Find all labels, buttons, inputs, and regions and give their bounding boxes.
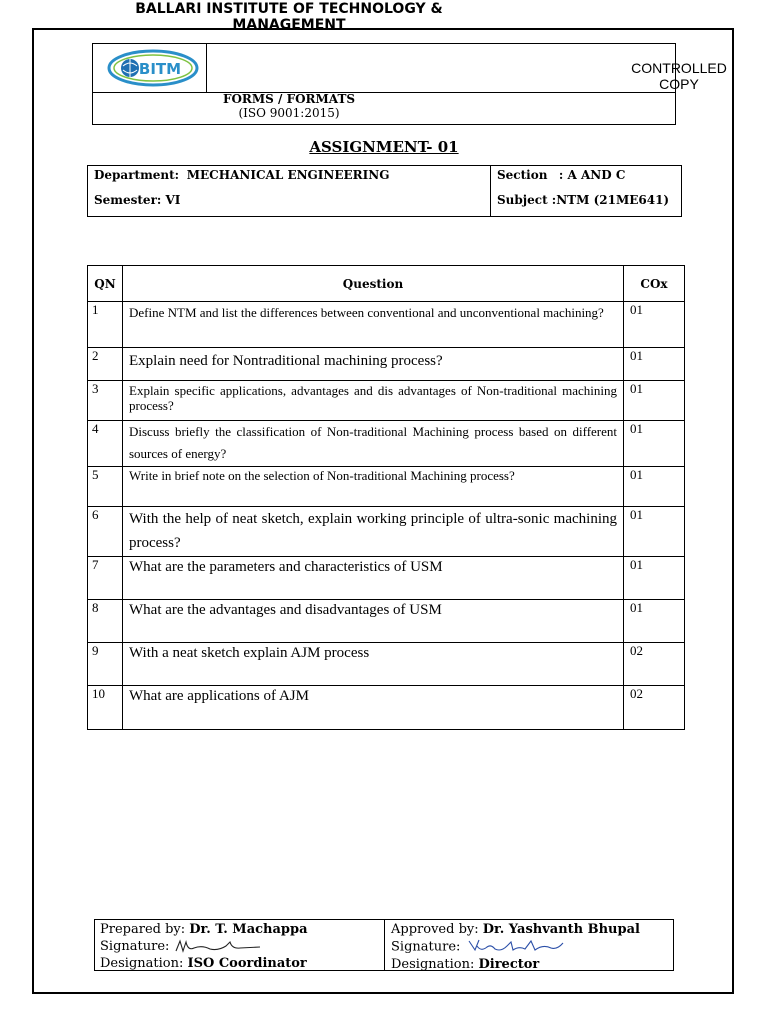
col-header-cox: COx bbox=[624, 266, 685, 302]
prepared-designation: ISO Coordinator bbox=[187, 956, 307, 971]
department-cell bbox=[88, 166, 491, 192]
meta-table bbox=[87, 165, 682, 217]
subject-cell bbox=[491, 191, 682, 217]
question-number: 10 bbox=[88, 686, 123, 730]
table-row bbox=[88, 600, 685, 643]
table-row bbox=[88, 381, 685, 421]
forms-block bbox=[114, 92, 464, 120]
section-label: Section bbox=[497, 168, 548, 182]
question-text: What are applications of AJM bbox=[123, 686, 624, 730]
bitm-logo bbox=[93, 44, 207, 92]
question-text: Discuss briefly the classification of Non-traditional Machining process based on different sources of energy? bbox=[123, 421, 624, 467]
question-text: With a neat sketch explain AJM process bbox=[123, 643, 624, 686]
approved-block bbox=[391, 921, 640, 973]
question-text: What are the parameters and characteristics of USM bbox=[123, 557, 624, 600]
questions-table bbox=[87, 265, 685, 730]
prepared-label: Prepared by: bbox=[100, 922, 186, 937]
signature-label: Signature: bbox=[100, 939, 170, 954]
course-outcome: 01 bbox=[624, 600, 685, 643]
course-outcome: 02 bbox=[624, 643, 685, 686]
semester-cell bbox=[88, 191, 491, 217]
question-number: 1 bbox=[88, 302, 123, 348]
controlled-line2: COPY bbox=[659, 76, 699, 92]
table-row bbox=[88, 507, 685, 557]
question-text: Explain need for Nontraditional machining process? bbox=[123, 348, 624, 381]
question-number: 2 bbox=[88, 348, 123, 381]
question-number: 6 bbox=[88, 507, 123, 557]
question-text: What are the advantages and disadvantages of USM bbox=[123, 600, 624, 643]
institute-name bbox=[114, 1, 464, 33]
table-row bbox=[88, 686, 685, 730]
table-row bbox=[88, 643, 685, 686]
semester: Semester: VI bbox=[94, 193, 181, 207]
approved-designation: Director bbox=[478, 957, 540, 972]
course-outcome: 01 bbox=[624, 302, 685, 348]
course-outcome: 02 bbox=[624, 686, 685, 730]
question-text: Write in brief note on the selection of Non-traditional Machining process? bbox=[123, 467, 624, 507]
question-text: Explain specific applications, advantages and dis advantages of Non-traditional machining process? bbox=[123, 381, 624, 421]
approval-footer bbox=[94, 919, 674, 971]
institute-name-line2: MANAGEMENT bbox=[232, 17, 346, 33]
course-outcome: 01 bbox=[624, 467, 685, 507]
table-row bbox=[88, 467, 685, 507]
question-number: 7 bbox=[88, 557, 123, 600]
forms-title: FORMS / FORMATS bbox=[222, 92, 356, 106]
question-number: 5 bbox=[88, 467, 123, 507]
col-header-qn: QN bbox=[88, 266, 123, 302]
footer-divider bbox=[384, 920, 385, 970]
controlled-line1: CONTROLLED bbox=[631, 60, 727, 76]
signature-approved bbox=[465, 938, 565, 956]
question-text: Define NTM and list the differences between conventional and unconventional machining? bbox=[123, 302, 624, 348]
designation-label: Designation: bbox=[391, 957, 475, 972]
prepared-name: Dr. T. Machappa bbox=[189, 922, 308, 937]
question-number: 3 bbox=[88, 381, 123, 421]
col-header-question: Question bbox=[123, 266, 624, 302]
assignment-title: ASSIGNMENT- 01 bbox=[309, 138, 459, 156]
course-outcome: 01 bbox=[624, 348, 685, 381]
logo-cell bbox=[93, 44, 207, 92]
section-cell bbox=[491, 166, 682, 192]
course-outcome: 01 bbox=[624, 421, 685, 467]
department-value: MECHANICAL ENGINEERING bbox=[186, 168, 390, 182]
subject: Subject :NTM (21ME641) bbox=[497, 193, 670, 207]
section-value: : A AND C bbox=[558, 168, 626, 182]
table-header-row bbox=[88, 266, 685, 302]
designation-label: Designation: bbox=[100, 956, 184, 971]
controlled-copy-stamp bbox=[622, 60, 736, 92]
question-number: 8 bbox=[88, 600, 123, 643]
institute-name-line1: BALLARI INSTITUTE OF TECHNOLOGY & bbox=[135, 1, 443, 17]
question-text: With the help of neat sketch, explain working principle of ultra-sonic machining process? bbox=[123, 507, 624, 557]
department-label: Department: bbox=[94, 168, 180, 182]
table-row bbox=[88, 557, 685, 600]
course-outcome: 01 bbox=[624, 557, 685, 600]
signature-label: Signature: bbox=[391, 939, 461, 955]
question-number: 4 bbox=[88, 421, 123, 467]
iso-standard: (ISO 9001:2015) bbox=[238, 106, 340, 120]
table-row bbox=[88, 302, 685, 348]
course-outcome: 01 bbox=[624, 381, 685, 421]
table-row bbox=[88, 421, 685, 467]
logo-text: BITM bbox=[138, 60, 182, 78]
approved-name: Dr. Yashvanth Bhupal bbox=[482, 922, 640, 937]
approved-label: Approved by: bbox=[391, 922, 479, 937]
prepared-block bbox=[100, 921, 308, 972]
signature-prepared bbox=[174, 939, 264, 955]
course-outcome: 01 bbox=[624, 507, 685, 557]
table-row bbox=[88, 348, 685, 381]
question-number: 9 bbox=[88, 643, 123, 686]
